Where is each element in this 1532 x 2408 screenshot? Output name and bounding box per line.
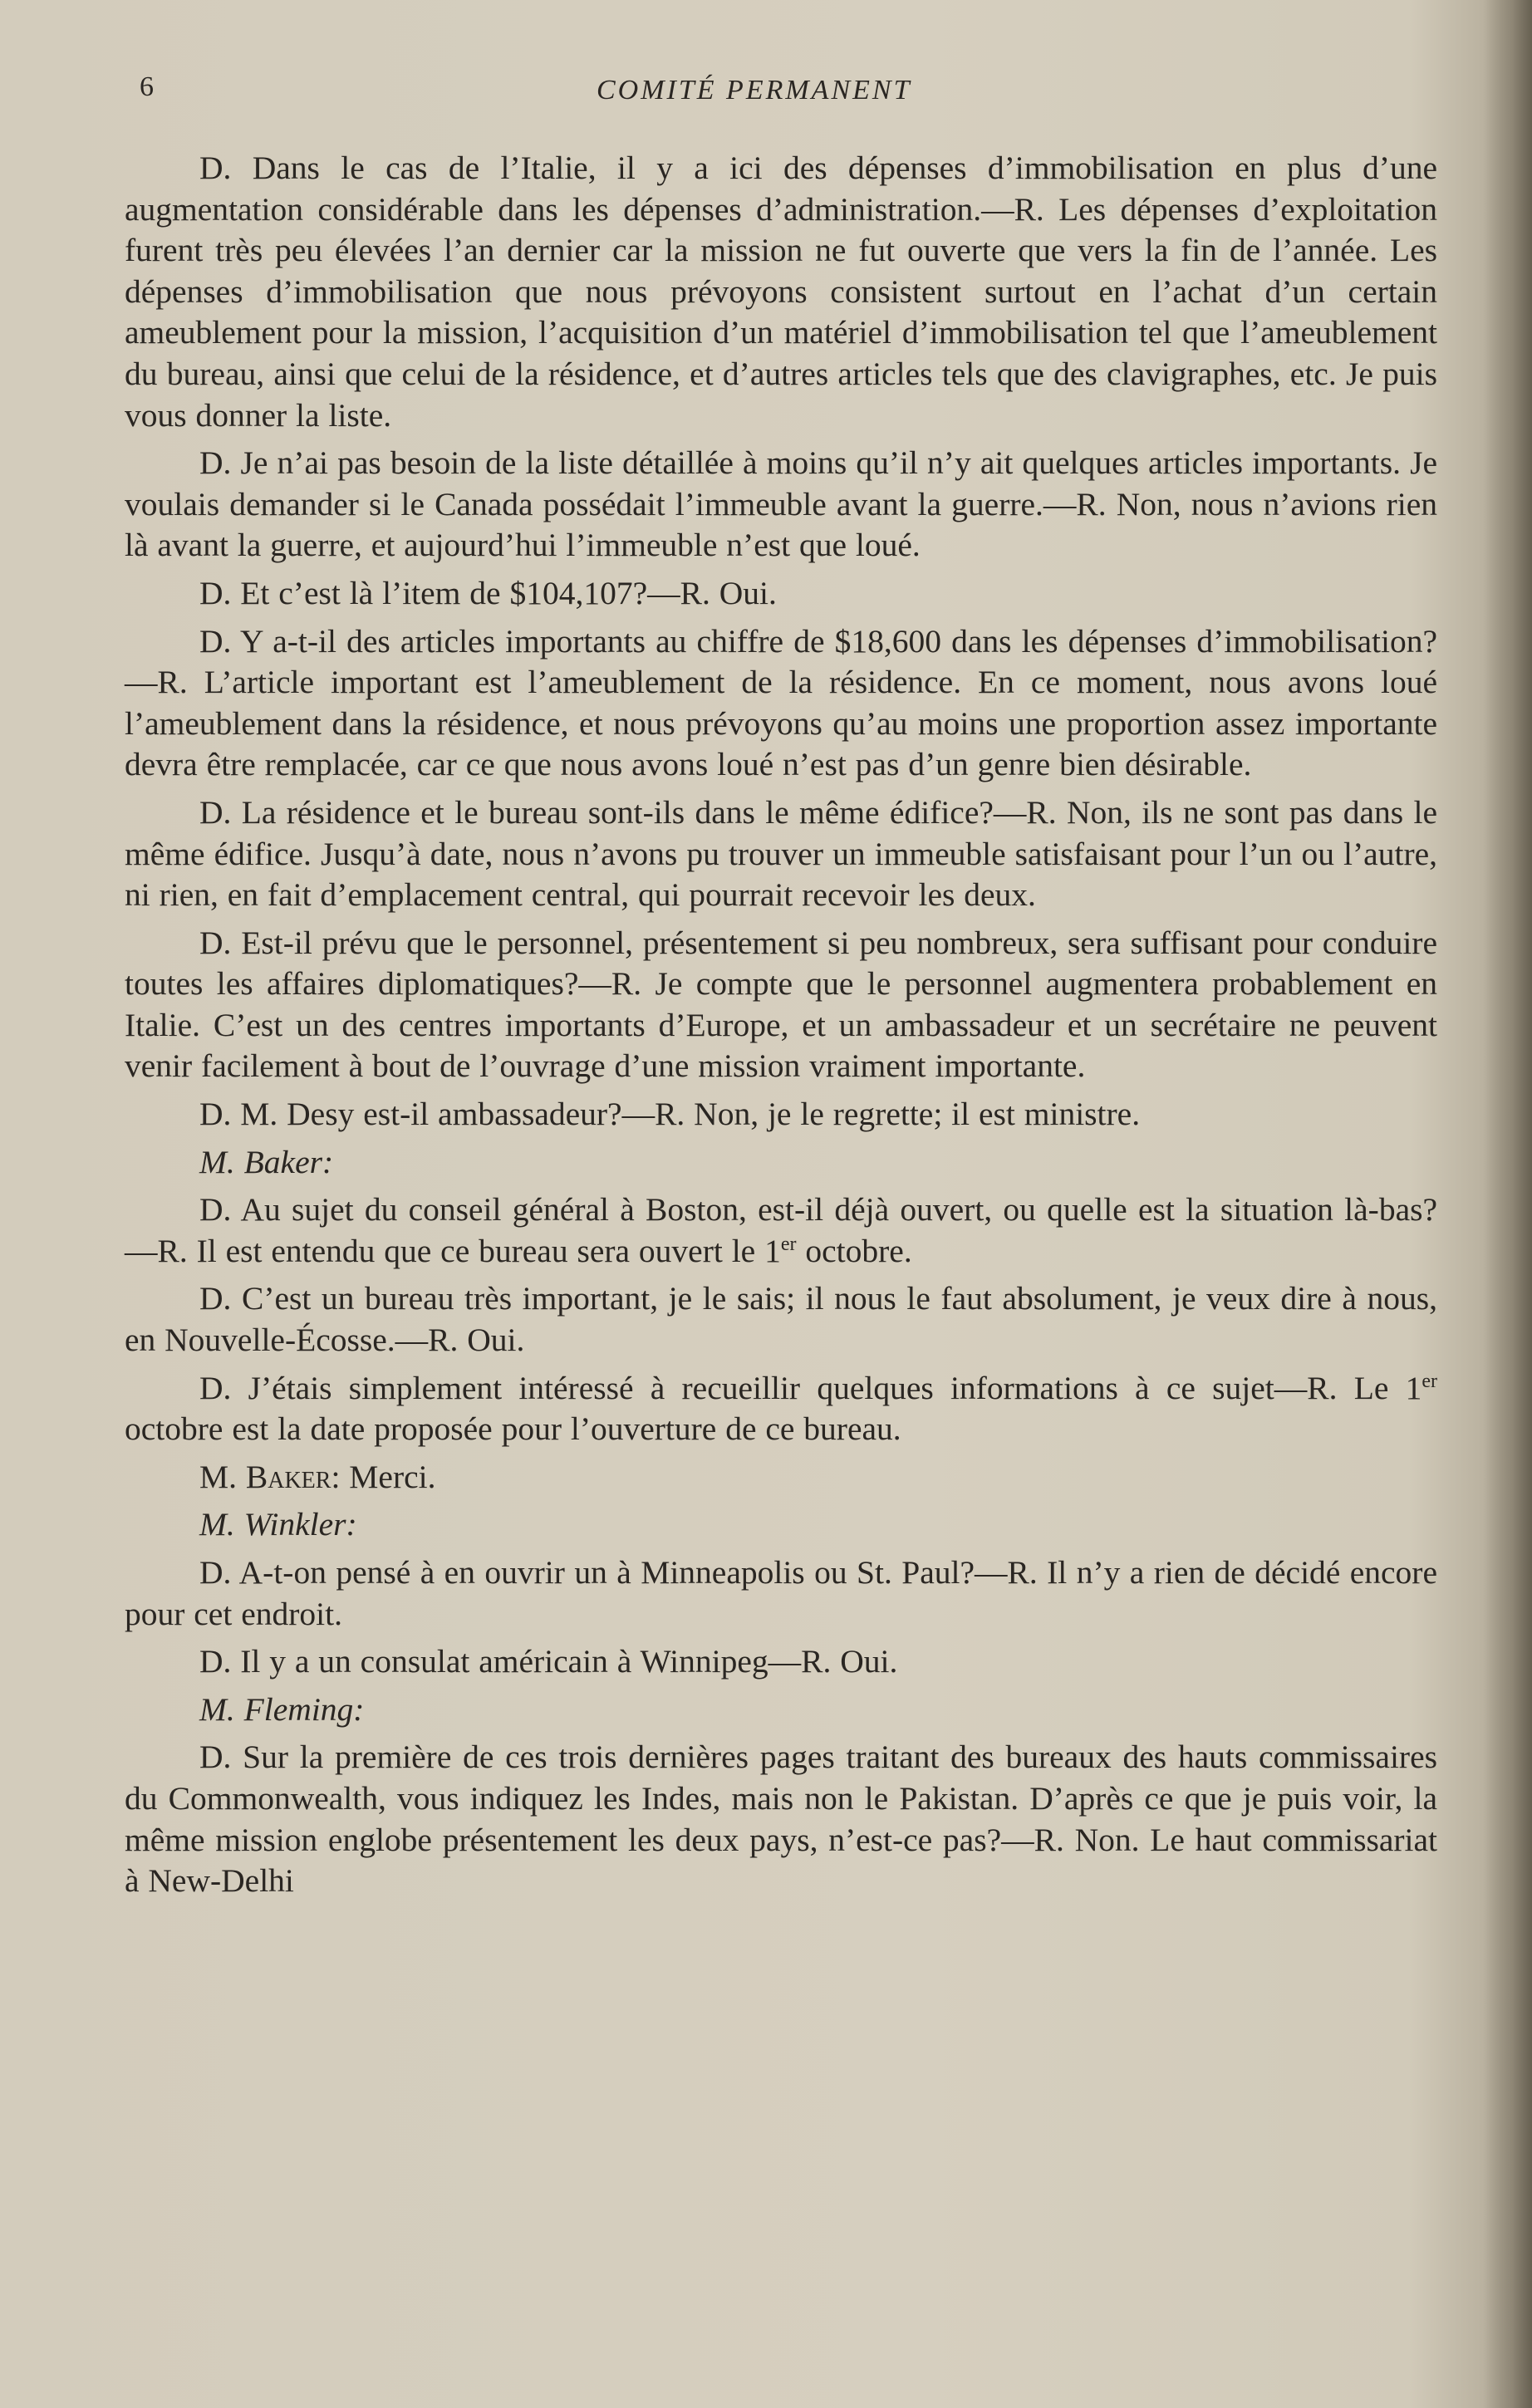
running-head: COMITÉ PERMANENT bbox=[597, 75, 912, 105]
paragraph: D. Dans le cas de l’Italie, il y a ici des dépenses d’immobilisation en plus d’une augmentation considérable dans les dépenses d’administration.—R. Les dépenses d’exploitation furent très peu élevées l’an dernier car la mission ne fut ouverte que vers la fin de l’année. Les dépenses d’immobilisation que nous prévoyons consistent surtout en l’achat d’un certain ameublement pour la mission, l’acquisition d’un matériel d’immobilisation tel que l’ameublement du bureau, ainsi que celui de la résidence, et d’autres articles tels que des clavigraphes, etc. Je puis vous donner la liste. bbox=[125, 150, 1437, 434]
paragraph-text: D. J’étais simplement intéressé à recueillir quelques informations à ce sujet—R. Le 1 bbox=[199, 1369, 1422, 1406]
paragraph bbox=[125, 1189, 1437, 1272]
paragraph: D. C’est un bureau très important, je le sais; il nous le faut absolument, je veux dire à nous, en Nouvelle-Écosse.—R. Oui. bbox=[125, 1280, 1437, 1359]
paragraph bbox=[125, 1457, 1437, 1498]
body-text bbox=[125, 148, 1437, 1902]
binding-shadow bbox=[1482, 0, 1532, 2408]
paragraph bbox=[125, 1368, 1437, 1450]
paragraph: D. Y a-t-il des articles importants au chiffre de $18,600 dans les dépenses d’immobilisation?—R. L’article important est l’ameublement de la résidence. En ce moment, nous avons loué l’ameublement dans la résidence, et nous prévoyons qu’au moins une proportion assez importante devra être remplacée, car ce que nous avons loué n’est pas d’un genre bien désirable. bbox=[125, 622, 1437, 783]
paragraph-text: D. Au sujet du conseil général à Boston, est-il déjà ouvert, ou quelle est la situation là-bas?—R. Il est entendu que ce bureau sera ouvert le 1 bbox=[125, 1191, 1437, 1269]
page-number: 6 bbox=[140, 71, 155, 102]
paragraph: D. Je n’ai pas besoin de la liste détaillée à moins qu’il n’y ait quelques articles importants. Je voulais demander si le Canada possédait l’immeuble avant la guerre.—R. Non, nous n’avions rien là avant la guerre, et aujourd’hui l’immeuble n’est que loué. bbox=[125, 444, 1437, 564]
paragraph: D. Il y a un consulat américain à Winnipeg—R. Oui. bbox=[199, 1643, 898, 1680]
ordinal-suffix: er bbox=[1422, 1370, 1437, 1392]
ordinal-suffix: er bbox=[780, 1233, 797, 1255]
paragraph-text: octobre. bbox=[796, 1232, 912, 1269]
paragraph: D. M. Desy est-il ambassadeur?—R. Non, je le regrette; il est ministre. bbox=[199, 1096, 1141, 1133]
paragraph: D. Est-il prévu que le personnel, présentement si peu nombreux, sera suffisant pour conduire toutes les affaires diplomatiques?—R. Je compte que le personnel augmentera probablement en Italie. C’est un des centres importants d’Europe, et un ambassadeur et un secrétaire ne peuvent venir facilement à bout de l’ouvrage d’une mission vraiment importante. bbox=[125, 924, 1437, 1085]
paragraph: D. La résidence et le bureau sont-ils dans le même édifice?—R. Non, ils ne sont pas dans le même édifice. Jusqu’à date, nous n’avons pu trouver un immeuble satisfaisant pour l’un ou l’autre, ni rien, en fait d’emplacement central, qui pourrait recevoir les deux. bbox=[125, 793, 1437, 914]
paragraph: D. Sur la première de ces trois dernières pages traitant des bureaux des hauts commissaires du Commonwealth, vous indiquez les Indes, mais non le Pakistan. D’après ce que je puis voir, la même mission englobe présentement les deux pays, n’est-ce pas?—R. Non. Le haut commissariat à New-Delhi bbox=[125, 1739, 1437, 1900]
speaker-name: M. Baker bbox=[199, 1458, 331, 1495]
paragraph: D. A-t-on pensé à en ouvrir un à Minneapolis ou St. Paul?—R. Il n’y a rien de décidé encore pour cet endroit. bbox=[125, 1554, 1437, 1632]
paragraph: D. Et c’est là l’item de $104,107?—R. Oui. bbox=[199, 574, 777, 611]
paragraph-text: octobre est la date proposée pour l’ouverture de ce bureau. bbox=[125, 1410, 901, 1448]
speaker-heading: M. Fleming: bbox=[199, 1690, 365, 1728]
speaker-heading: M. Baker: bbox=[199, 1143, 334, 1180]
speaker-heading: M. Winkler: bbox=[199, 1506, 357, 1543]
paragraph-text: : Merci. bbox=[331, 1458, 436, 1495]
